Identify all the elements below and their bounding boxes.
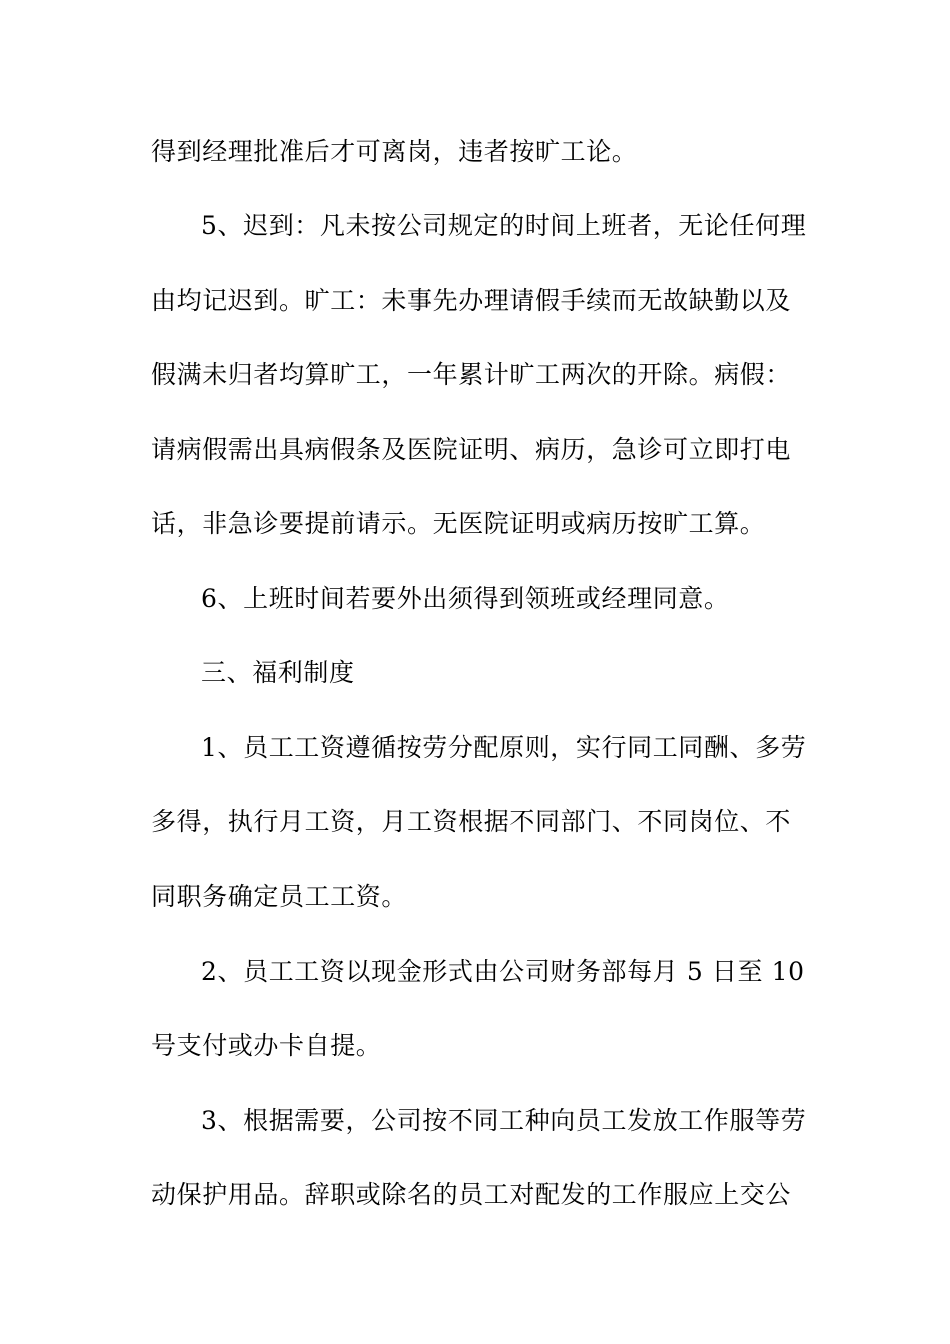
text-line-7: 6、上班时间若要外出须得到领班或经理同意。	[201, 584, 730, 613]
section-heading: 三、福利制度	[201, 658, 355, 687]
text-line-9: 1、员工工资遵循按劳分配原则，实行同工同酬、多劳	[201, 733, 807, 762]
text-line-6: 话，非急诊要提前请示。无医院证明或病历按旷工算。	[151, 509, 766, 538]
text-line-10: 多得，执行月工资，月工资根据不同部门、不同岗位、不	[151, 807, 792, 836]
text-line-3: 由均记迟到。旷工：未事先办理请假手续而无故缺勤以及	[151, 286, 792, 315]
text-line-5: 请病假需出具病假条及医院证明、病历，急诊可立即打电	[151, 435, 792, 464]
text-line-4: 假满未归者均算旷工，一年累计旷工两次的开除。病假：	[151, 360, 792, 389]
text-line-11: 同职务确定员工工资。	[151, 882, 408, 911]
text-line-14: 3、根据需要，公司按不同工种向员工发放工作服等劳	[201, 1106, 807, 1135]
text-line-1: 得到经理批准后才可离岗，违者按旷工论。	[151, 137, 638, 166]
text-line-13: 号支付或办卡自提。	[151, 1031, 382, 1060]
text-line-15: 动保护用品。辞职或除名的员工对配发的工作服应上交公	[151, 1180, 792, 1209]
text-line-2: 5、迟到：凡未按公司规定的时间上班者，无论任何理	[201, 211, 807, 240]
text-line-12: 2、员工工资以现金形式由公司财务部每月 5 日至 10	[201, 957, 805, 986]
